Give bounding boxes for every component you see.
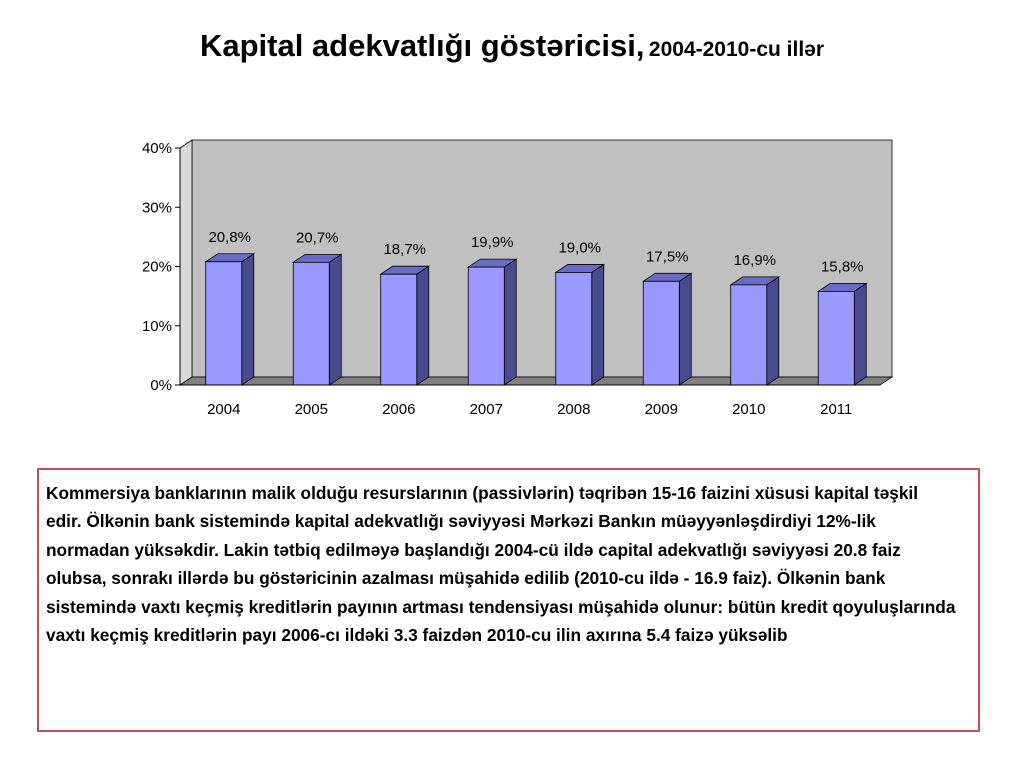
- bar-front: [556, 272, 592, 385]
- bar-front: [206, 262, 242, 385]
- x-axis: [180, 385, 880, 418]
- bar-2007: [468, 259, 516, 385]
- data-label: 20,7%: [295, 229, 339, 247]
- bar-front: [643, 281, 679, 385]
- y-tick-label: 30%: [141, 199, 172, 217]
- bar-front: [468, 267, 504, 385]
- bar-2008: [556, 264, 604, 385]
- bar-side: [679, 273, 691, 385]
- bar-2004: [206, 254, 254, 385]
- chart-frame: [180, 140, 892, 385]
- bar-2011: [818, 283, 866, 385]
- bar-side: [242, 254, 254, 385]
- bar-front: [731, 285, 767, 385]
- data-label: 19,9%: [470, 234, 514, 252]
- bar-front: [293, 262, 329, 385]
- data-label: 17,5%: [645, 248, 689, 266]
- bar-front: [381, 274, 417, 385]
- bar-front: [818, 291, 854, 385]
- y-tick-label: 20%: [141, 258, 172, 276]
- bar-2010: [731, 277, 779, 385]
- x-tick-label: 2011: [820, 401, 853, 418]
- x-tick-label: 2005: [294, 401, 328, 418]
- x-tick-label: 2004: [207, 401, 241, 418]
- chart-side-wall: [180, 140, 192, 385]
- x-tick-label: 2010: [732, 401, 766, 418]
- x-tick-label: 2009: [644, 401, 678, 418]
- data-label: 19,0%: [558, 239, 602, 257]
- bar-side: [767, 277, 779, 385]
- bar-2006: [381, 266, 429, 385]
- bar-side: [329, 254, 341, 385]
- y-tick-label: 40%: [141, 140, 172, 157]
- bar-2005: [293, 254, 341, 385]
- y-tick-label: 0%: [150, 377, 172, 394]
- description-box: [37, 468, 980, 732]
- data-label: 20,8%: [208, 228, 252, 246]
- bar-side: [592, 264, 604, 385]
- description-text: Kommersiya banklarının malik olduğu resurslarının (passivlərin) təqribən 15-16 faizini xüsusi kapital təşkil edir. Ölkənin bank sistemində kapital adekvatlığı səviyyəsi Mərkəzi Bankın müəyyənləşdirdiyi 12%-lik normadan yüksəkdir. Lakin tətbiq edilməyə başlandığı 2004-cü ildə capital adekvatlığı səviyyəsi 20.8 faiz olubsa, sonrakı illərdə bu göstəricinin azalması müşahidə edilib (2010-cu ildə - 16.9 faiz). Ölkənin bank sistemində vaxtı keçmiş kreditlərin payının artması tendensiyası müşahidə olunur: bütün kredit qoyuluşlarında vaxtı keçmiş kreditlərin payı 2006-cı ildəki 3.3 faizdən 2010-cu ilin axırına 5.4 faizə yüksəlib: [46, 483, 956, 646]
- x-tick-label: 2007: [469, 401, 503, 418]
- data-label: 15,8%: [820, 258, 864, 276]
- bar-side: [417, 266, 429, 385]
- x-tick-label: 2006: [382, 401, 416, 418]
- bar-side: [504, 259, 516, 385]
- bar-2009: [643, 273, 691, 385]
- chart-floor: [180, 377, 892, 385]
- title-main: Kapital adekvatlığı göstəricisi,: [199, 28, 645, 63]
- data-label: 18,7%: [383, 241, 427, 259]
- x-tick-label: 2008: [557, 401, 591, 418]
- y-tick-label: 10%: [141, 317, 172, 335]
- bar-side: [854, 283, 866, 385]
- y-axis: [142, 140, 180, 394]
- data-label: 16,9%: [733, 251, 777, 269]
- title-sub: 2004-2010-cu illər: [648, 38, 825, 61]
